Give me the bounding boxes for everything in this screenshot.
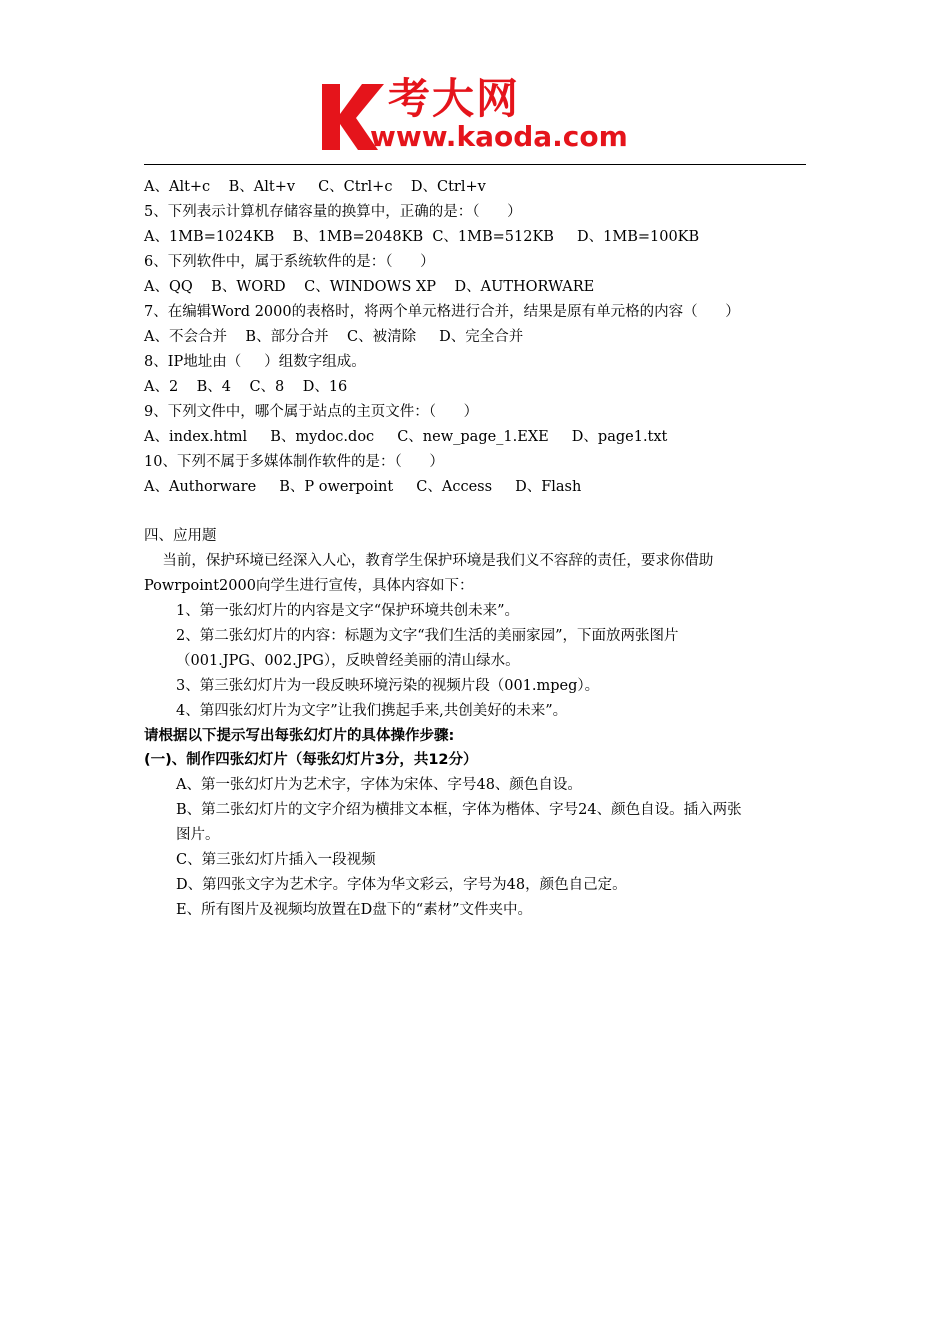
q7-options: A、不会合并 B、部分合并 C、被清除 D、完全合并: [144, 329, 524, 345]
q8-stem: 8、IP地址由（ ）组数字组成。: [144, 354, 366, 370]
q5-options: A、1MB=1024KB B、1MB=2048KB C、1MB=512KB D、1MB=100KB: [144, 229, 700, 245]
q10-options: A、Authorware B、P owerpoint C、Access D、Flash: [144, 479, 582, 495]
step-b-line-1: B、第二张幻灯片的文字介绍为横排文本框，字体为楷体、字号24、颜色自设。插入两张: [176, 802, 742, 818]
requirement-4: 4、第四张幻灯片为文字”让我们携起手来,共创美好的未来”。: [176, 703, 568, 719]
q9-stem: 9、下列文件中，哪个属于站点的主页文件：（ ）: [144, 404, 479, 420]
kaoda-logo[interactable]: [318, 74, 648, 160]
q10-stem: 10、下列不属于多媒体制作软件的是：（ ）: [144, 454, 444, 470]
step-a: A、第一张幻灯片为艺术字，字体为宋体、字号48、颜色自设。: [176, 777, 582, 793]
section-title: 四、应用题: [144, 528, 217, 544]
logo-url-text: www.kaoda.com: [370, 120, 628, 153]
requirement-2-line-1: 2、第二张幻灯片的内容：标题为文字“我们生活的美丽家园”，下面放两张图片: [176, 628, 679, 644]
step-e: E、所有图片及视频均放置在D盘下的“素材”文件夹中。: [176, 902, 533, 918]
q4-options: A、Alt+c B、Alt+v C、Ctrl+c D、Ctrl+v: [144, 179, 486, 195]
q5-stem: 5、下列表示计算机存储容量的换算中，正确的是：（ ）: [144, 204, 522, 220]
requirement-1: 1、第一张幻灯片的内容是文字“保护环境共创未来”。: [176, 603, 520, 619]
logo-chinese-text: 考大网: [388, 74, 521, 123]
step-d: D、第四张文字为艺术字。字体为华文彩云，字号为48，颜色自己定。: [176, 877, 627, 893]
instruction-heading: 请根据以下提示写出每张幻灯片的具体操作步骤:: [144, 728, 455, 744]
step-b-line-2: 图片。: [176, 827, 220, 843]
q9-options: A、index.html B、mydoc.doc C、new_page_1.EXE D、page1.txt: [144, 429, 668, 445]
requirement-3: 3、第三张幻灯片为一段反映环境污染的视频片段（001.mpeg）。: [176, 678, 600, 694]
q7-stem: 7、在编辑Word 2000的表格时，将两个单元格进行合并，结果是原有单元格的内容（ ）: [144, 304, 740, 320]
q6-options: A、QQ B、WORD C、WINDOWS XP D、AUTHORWARE: [144, 279, 595, 295]
q6-stem: 6、下列软件中，属于系统软件的是：（ ）: [144, 254, 435, 270]
intro-line-1: 当前，保护环境已经深入人心，教育学生保护环境是我们义不容辞的责任，要求你借助: [144, 553, 714, 569]
subsection-heading: (一)、制作四张幻灯片（每张幻灯片3分，共12分）: [144, 752, 478, 768]
q8-options: A、2 B、4 C、8 D、16: [144, 379, 348, 395]
intro-line-2: Powrpoint2000向学生进行宣传，具体内容如下：: [144, 578, 474, 594]
step-c: C、第三张幻灯片插入一段视频: [176, 852, 376, 868]
requirement-2-line-2: （001.JPG、002.JPG），反映曾经美丽的清山绿水。: [176, 653, 520, 669]
header-divider: [144, 164, 806, 165]
